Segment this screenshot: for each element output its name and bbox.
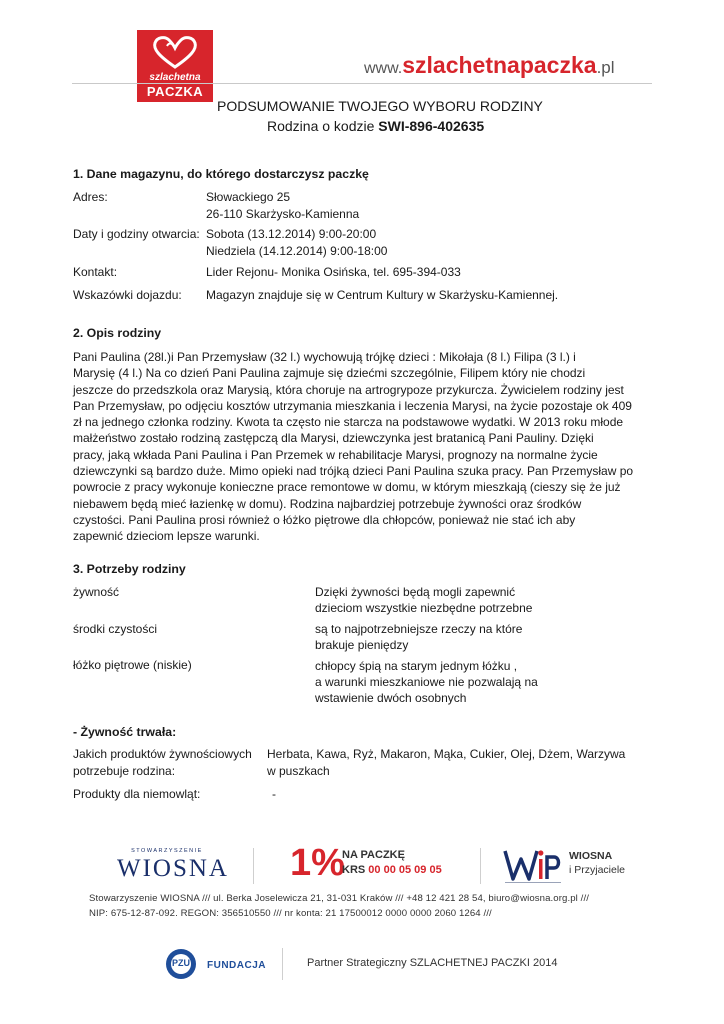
directions-label: Wskazówki dojazdu: — [73, 288, 182, 302]
contact-label: Kontakt: — [73, 265, 118, 279]
logo-text-szlachetna: szlachetna — [149, 72, 201, 83]
section1-heading: 1. Dane magazynu, do którego dostarczysz paczkę — [73, 167, 369, 181]
need-reason: są to najpotrzebniejsze rzeczy na które — [315, 622, 523, 636]
krs-value: 00 00 05 09 05 — [368, 864, 442, 876]
logo-text-paczka: PACZKA — [146, 84, 204, 99]
need-reason: dzieciom wszystkie niezbędne potrzebne — [315, 601, 533, 615]
wiosna-logo-top: STOWARZYSZENIE — [131, 848, 203, 854]
pzu-fundacja-text: FUNDACJA — [207, 960, 266, 971]
one-percent: 1% — [290, 842, 345, 884]
hours-line2: Niedziela (14.12.2014) 9:00-18:00 — [206, 244, 388, 258]
address-line2: 26-110 Skarżysko-Kamienna — [206, 207, 360, 221]
hours-label: Daty i godziny otwarcia: — [73, 227, 200, 241]
food-heading: - Żywność trwała: — [73, 725, 177, 739]
description-line: jeszcze do przedszkola oraz Marysią, która choruje na artrogrypoze przykurcza. Żywicielem rodziny jest — [73, 382, 624, 397]
address-line1: Słowackiego 25 — [206, 190, 291, 204]
wip-text-line1: WIOSNA — [569, 850, 613, 862]
wiosna-logo-word: WIOSNA — [117, 855, 229, 882]
description-line: czystości. Pani Paulina prosi również o łóżko piętrowe dla chłopców, ponieważ nie stać ich aby — [73, 512, 576, 527]
section3-heading: 3. Potrzeby rodziny — [73, 562, 186, 576]
products-value: w puszkach — [267, 764, 330, 778]
products-label: Jakich produktów żywnościowych — [73, 747, 252, 761]
footer-divider — [282, 948, 283, 980]
description-line: zł na jednego członka rodziny. Kwota ta często nie starcza na podstawowe wydatki. W 2013 roku młode — [73, 415, 624, 430]
wip-text-line2: i Przyjaciele — [569, 864, 626, 876]
infant-products-value: - — [272, 787, 276, 801]
footer-divider — [480, 848, 481, 884]
description-line: Pani Paulina (28l.)i Pan Przemysław (32 l.) wychowują trójkę dzieci : Mikołaja (8 l.) Filipa (3 l.) i — [73, 350, 576, 364]
need-reason: wstawienie dwóch osobnych — [315, 691, 467, 705]
wip-logo-icon — [503, 845, 563, 885]
footer-address-line: Stowarzyszenie WIOSNA /// ul. Berka Joselewicza 21, 31-031 Kraków /// +48 12 421 28 54, biuro@wiosna.org.pl /// — [89, 893, 589, 904]
need-reason: Dzięki żywności będą mogli zapewnić — [315, 585, 516, 599]
description-line: niebawem będą mieć łazienkę w domu). Rodzina najbardziej potrzebuje żywności oraz środków — [73, 496, 582, 511]
description-line: pracy, jaką wkłada Pani Paulina i Pan Przemek w rehabilitacje Marysi, prognozy na normalne życie — [73, 447, 598, 462]
pzu-logo — [166, 949, 196, 979]
description-line: powrocie z pracy wykonuje konieczne prace remontowe w domu, w którym mieszkają (cieszy się że już — [73, 480, 621, 495]
website-url[interactable] — [364, 52, 615, 79]
hours-line1: Sobota (13.12.2014) 9:00-20:00 — [206, 227, 377, 241]
szlachetna-paczka-logo — [137, 30, 213, 102]
pzu-logo-text: PZU — [172, 958, 190, 968]
description-line: zapewnić dzieciom lepsze warunki. — [73, 529, 260, 544]
need-reason: a warunki mieszkaniowe nie pozwalają na — [315, 675, 538, 689]
section2-heading: 2. Opis rodziny — [73, 326, 162, 340]
description-line: dziewczynki są bardzo duże. Mimo opieki nad trójką dzieci Pani Paulina szuka pracy. Pan Przemysław po — [73, 464, 634, 479]
footer-divider — [253, 848, 254, 884]
heart-icon — [149, 34, 201, 70]
strategic-partner-text: Partner Strategiczny SZLACHETNEJ PACZKI 2014 — [307, 957, 558, 969]
family-description — [73, 349, 633, 545]
krs-number — [342, 864, 442, 876]
na-paczke: NA PACZKĘ — [342, 849, 405, 861]
url-www: www. — [364, 60, 403, 77]
header-divider — [72, 83, 652, 84]
directions-value: Magazyn znajduje się w Centrum Kultury w Skarżysku-Kamiennej. — [206, 288, 559, 302]
products-value: Herbata, Kawa, Ryż, Makaron, Mąka, Cukier, Olej, Dżem, Warzywa — [267, 747, 626, 761]
infant-products-label: Produkty dla niemowląt: — [73, 787, 201, 801]
need-item: żywność — [73, 585, 120, 599]
need-item: środki czystości — [73, 622, 158, 636]
description-line: Pan Przemysław, po odjęciu kosztów utrzymania mieszkania i leczenia Marysi, na życie pozostaje ok 409 — [73, 398, 632, 413]
page-title: PODSUMOWANIE TWOJEGO WYBORU RODZINY — [217, 98, 543, 114]
family-code: SWI-896-402635 — [378, 118, 485, 134]
contact-value: Lider Rejonu- Monika Osińska, tel. 695-394-033 — [206, 265, 461, 279]
krs-label: KRS — [342, 864, 369, 876]
need-reason: brakuje pieniędzy — [315, 638, 409, 652]
family-code-prefix: Rodzina o kodzie — [267, 118, 379, 134]
products-label: potrzebuje rodzina: — [73, 764, 176, 778]
description-line: małżeństwo zostało rodziną zastępczą dla Marysi, dziewczynka jest bratanicą Pani Pauliny. Dzięki — [73, 431, 594, 446]
family-code-line — [267, 118, 484, 134]
description-line: Marysię (4 l.) Na co dzień Pani Paulina zajmuje się dziećmi szczególnie, Filipem który nie chodzi — [73, 366, 586, 381]
url-name: szlachetnapaczka — [402, 52, 597, 78]
url-tld: .pl — [596, 58, 615, 77]
footer-registration-line: NIP: 675-12-87-092. REGON: 356510550 /// nr konta: 21 17500012 0000 0000 2060 1264 /// — [89, 908, 492, 919]
need-item: łóżko piętrowe (niskie) — [73, 658, 192, 672]
need-reason: chłopcy śpią na starym jednym łóżku , — [315, 659, 518, 673]
address-label: Adres: — [73, 190, 108, 204]
wiosna-logo — [117, 848, 229, 888]
